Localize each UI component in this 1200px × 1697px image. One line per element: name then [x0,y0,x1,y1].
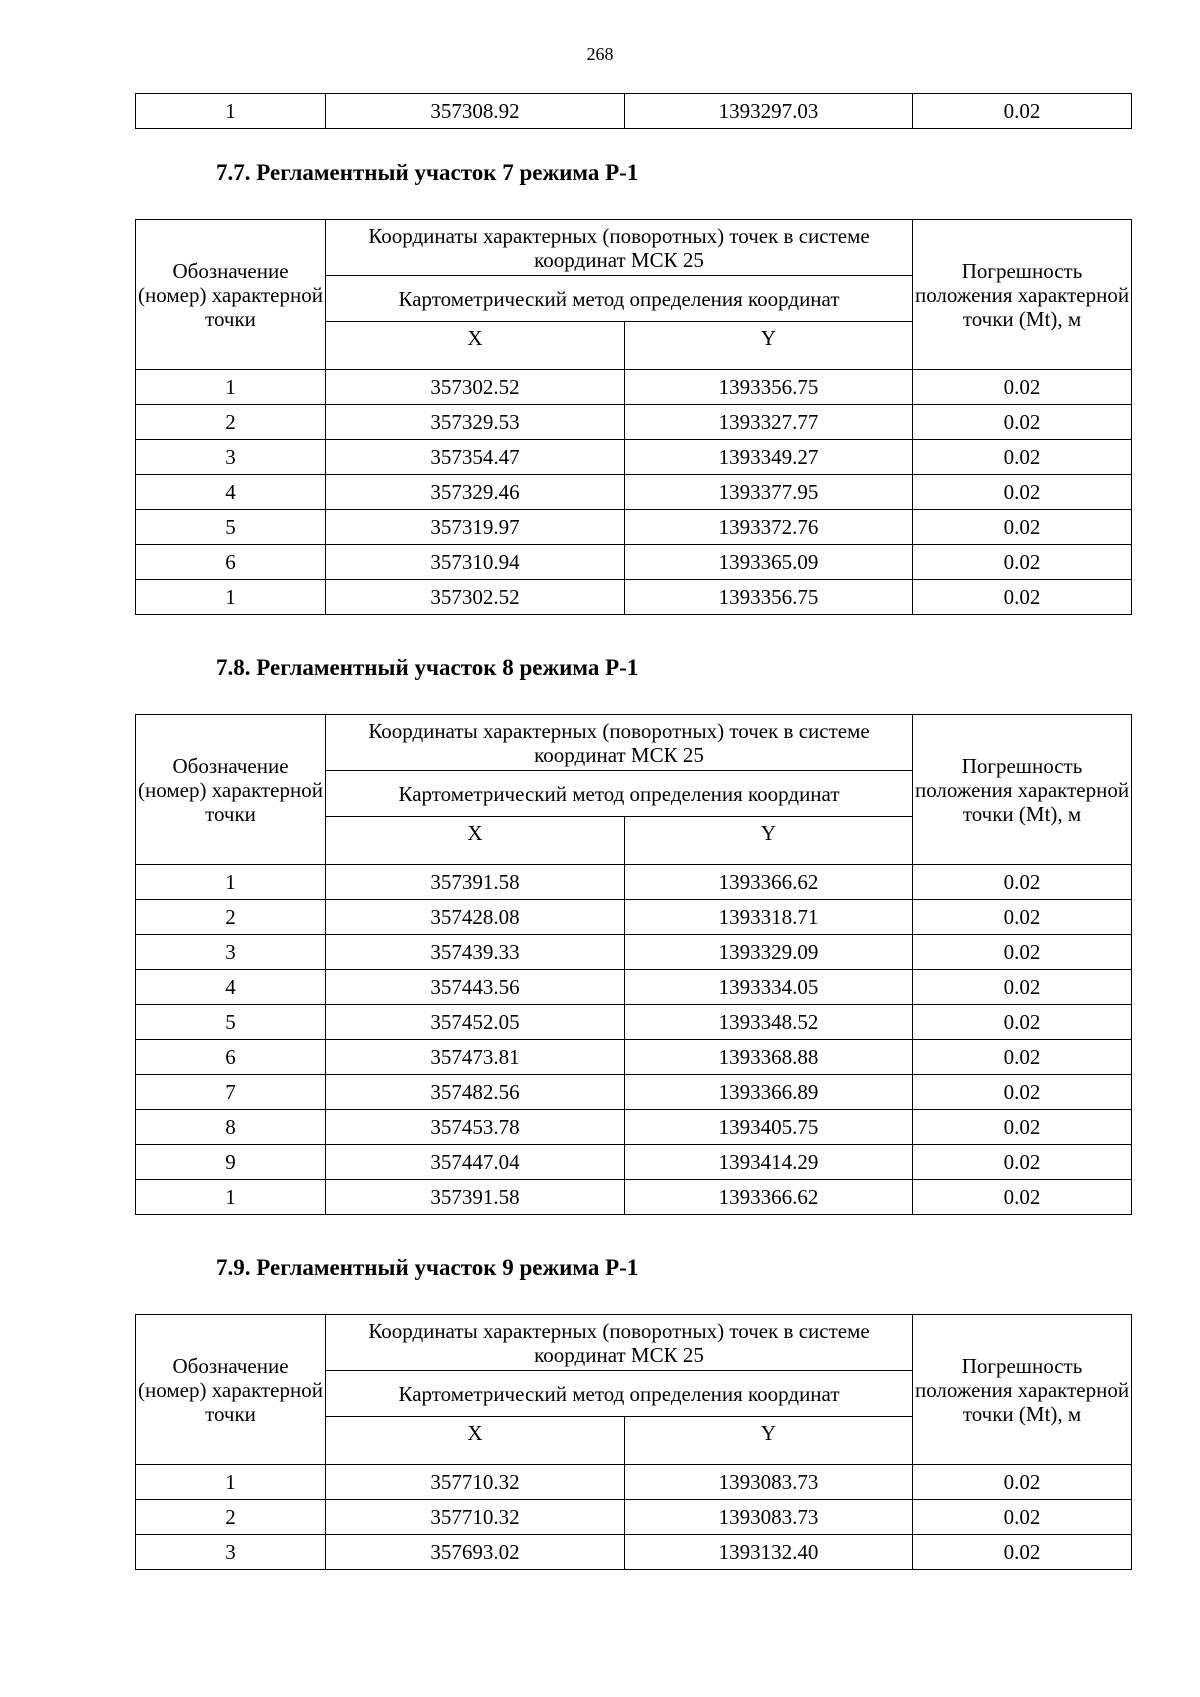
page-number: 268 [586,44,614,64]
error-cell: 0.02 [913,1110,1132,1145]
section-title: 7.9. Регламентный участок 9 режима Р-1 [216,1255,639,1280]
y-coordinate-cell: 1393348.52 [625,1005,913,1040]
point-number-cell: 3 [136,935,326,970]
x-coordinate-cell: 357443.56 [326,970,625,1005]
method-header: Картометрический метод определения координат [326,771,913,817]
point-number-cell: 1 [136,865,326,900]
x-coordinate-cell: 357302.52 [326,580,625,615]
table-row [136,370,1132,405]
coordinates-table [135,1314,1132,1570]
coordinates-table [135,714,1132,1215]
point-number-cell: 1 [136,1465,326,1500]
error-cell: 0.02 [913,935,1132,970]
x-coordinate-cell: 357428.08 [326,900,625,935]
error-cell: 0.02 [913,1465,1132,1500]
point-number-cell: 9 [136,1145,326,1180]
point-number-cell: 6 [136,545,326,580]
table-row [136,935,1132,970]
error-cell: 0.02 [913,545,1132,580]
x-coordinate-cell: 357329.46 [326,475,625,510]
x-header: X [326,322,625,370]
y-coordinate-cell: 1393405.75 [625,1110,913,1145]
error-cell: 0.02 [913,475,1132,510]
point-number-cell: 1 [136,580,326,615]
x-coordinate-cell: 357329.53 [326,405,625,440]
y-coordinate-cell: 1393327.77 [625,405,913,440]
y-coordinate-cell: 1393414.29 [625,1145,913,1180]
error-cell: 0.02 [913,1500,1132,1535]
y-coordinate-cell: 1393349.27 [625,440,913,475]
table-row [136,1005,1132,1040]
point-number-cell: 3 [136,1535,326,1570]
x-coordinate-cell: 357310.94 [326,545,625,580]
x-coordinate-cell: 357302.52 [326,370,625,405]
table-row [136,510,1132,545]
coordinates-table [135,219,1132,615]
error-cell: 0.02 [913,94,1132,129]
error-cell: 0.02 [913,370,1132,405]
table-row [136,1145,1132,1180]
y-coordinate-cell: 1393329.09 [625,935,913,970]
error-cell: 0.02 [913,405,1132,440]
point-number-cell: 5 [136,510,326,545]
error-cell: 0.02 [913,1040,1132,1075]
point-number-cell: 4 [136,475,326,510]
section-title: 7.7. Регламентный участок 7 режима Р-1 [216,160,639,185]
error-header: Погрешность положения характерной точки (Mt), м [913,715,1132,865]
error-cell: 0.02 [913,1075,1132,1110]
table-row [136,545,1132,580]
y-coordinate-cell: 1393083.73 [625,1500,913,1535]
point-number-cell: 6 [136,1040,326,1075]
y-coordinate-cell: 1393365.09 [625,545,913,580]
x-coordinate-cell: 357391.58 [326,1180,625,1215]
y-coordinate-cell: 1393366.89 [625,1075,913,1110]
x-header: X [326,1417,625,1465]
error-cell: 0.02 [913,1145,1132,1180]
table-row [136,865,1132,900]
point-number-cell: 3 [136,440,326,475]
point-number-cell: 7 [136,1075,326,1110]
designation-header: Обозначение (номер) характерной точки [136,220,326,370]
error-cell: 0.02 [913,510,1132,545]
designation-header: Обозначение (номер) характерной точки [136,1315,326,1465]
table-row [136,94,1132,129]
section-title: 7.8. Регламентный участок 8 режима Р-1 [216,655,639,680]
point-number-cell: 8 [136,1110,326,1145]
error-cell: 0.02 [913,970,1132,1005]
y-coordinate-cell: 1393297.03 [625,94,913,129]
table-row [136,475,1132,510]
x-coordinate-cell: 357473.81 [326,1040,625,1075]
method-header: Картометрический метод определения координат [326,276,913,322]
table-row [136,970,1132,1005]
point-number-cell: 2 [136,1500,326,1535]
x-coordinate-cell: 357439.33 [326,935,625,970]
table-row [136,1040,1132,1075]
x-coordinate-cell: 357452.05 [326,1005,625,1040]
error-cell: 0.02 [913,1180,1132,1215]
x-coordinate-cell: 357710.32 [326,1465,625,1500]
coordinates-header: Координаты характерных (поворотных) точек в системе координат МСК 25 [326,715,913,771]
x-header: X [326,817,625,865]
point-number-cell: 1 [136,94,326,129]
y-coordinate-cell: 1393318.71 [625,900,913,935]
y-header: Y [625,322,913,370]
y-coordinate-cell: 1393366.62 [625,865,913,900]
error-cell: 0.02 [913,865,1132,900]
table-row [136,1500,1132,1535]
y-header: Y [625,1417,913,1465]
x-coordinate-cell: 357354.47 [326,440,625,475]
point-number-cell: 2 [136,900,326,935]
table-row [136,580,1132,615]
top-fragment-table [135,93,1132,129]
method-header: Картометрический метод определения координат [326,1371,913,1417]
point-number-cell: 2 [136,405,326,440]
coordinates-header: Координаты характерных (поворотных) точек в системе координат МСК 25 [326,1315,913,1371]
point-number-cell: 1 [136,370,326,405]
error-cell: 0.02 [913,900,1132,935]
y-coordinate-cell: 1393132.40 [625,1535,913,1570]
error-cell: 0.02 [913,580,1132,615]
table-row [136,1075,1132,1110]
x-coordinate-cell: 357453.78 [326,1110,625,1145]
point-number-cell: 4 [136,970,326,1005]
y-coordinate-cell: 1393334.05 [625,970,913,1005]
error-header: Погрешность положения характерной точки (Mt), м [913,1315,1132,1465]
x-coordinate-cell: 357319.97 [326,510,625,545]
y-coordinate-cell: 1393083.73 [625,1465,913,1500]
table-row [136,900,1132,935]
table-row [136,1110,1132,1145]
point-number-cell: 5 [136,1005,326,1040]
y-coordinate-cell: 1393368.88 [625,1040,913,1075]
error-cell: 0.02 [913,440,1132,475]
error-cell: 0.02 [913,1005,1132,1040]
coordinates-header: Координаты характерных (поворотных) точек в системе координат МСК 25 [326,220,913,276]
table-row [136,1535,1132,1570]
x-coordinate-cell: 357710.32 [326,1500,625,1535]
x-coordinate-cell: 357308.92 [326,94,625,129]
error-cell: 0.02 [913,1535,1132,1570]
point-number-cell: 1 [136,1180,326,1215]
x-coordinate-cell: 357693.02 [326,1535,625,1570]
table-row [136,405,1132,440]
table-row [136,440,1132,475]
table-row [136,1180,1132,1215]
x-coordinate-cell: 357447.04 [326,1145,625,1180]
table-row [136,1465,1132,1500]
y-coordinate-cell: 1393366.62 [625,1180,913,1215]
x-coordinate-cell: 357391.58 [326,865,625,900]
designation-header: Обозначение (номер) характерной точки [136,715,326,865]
y-coordinate-cell: 1393377.95 [625,475,913,510]
x-coordinate-cell: 357482.56 [326,1075,625,1110]
y-header: Y [625,817,913,865]
error-header: Погрешность положения характерной точки (Mt), м [913,220,1132,370]
y-coordinate-cell: 1393356.75 [625,370,913,405]
y-coordinate-cell: 1393372.76 [625,510,913,545]
y-coordinate-cell: 1393356.75 [625,580,913,615]
